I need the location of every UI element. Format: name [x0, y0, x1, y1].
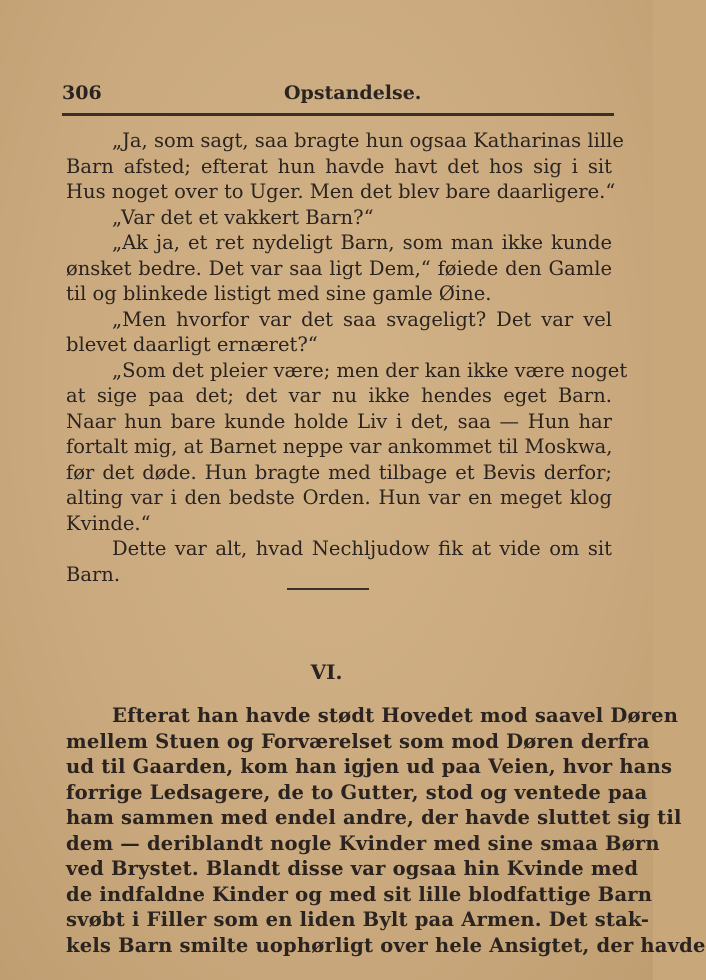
section-2-text	[66, 703, 706, 958]
text-line: „Som det pleier være; men der kan ikke være noget	[112, 358, 628, 382]
text-line: alting var i den bedste Orden. Hun var en meget klog	[66, 486, 612, 509]
text-line: til og blinkede listigt med sine gamle Øine.	[66, 282, 492, 305]
section-1-text	[66, 128, 628, 587]
text-line: mellem Stuen og Forværelset som mod Døren derfra	[66, 729, 650, 753]
text-line: Naar hun bare kunde holde Liv i det, saa — Hun har	[66, 409, 612, 433]
text-line: de indfaldne Kinder og med sit lille blodfattige Barn	[66, 882, 653, 906]
text-line: „Men hvorfor var det saa svageligt? Det var vel	[112, 307, 612, 331]
chapter-heading: VI.	[310, 660, 343, 684]
text-line: kels Barn smilte uophørligt over hele Ansigtet, der havde	[66, 933, 706, 957]
text-line: dem — deriblandt nogle Kvinder med sine smaa Børn	[66, 831, 660, 855]
text-line: svøbt i Filler som en liden Bylt paa Armen. Det stak-	[66, 908, 650, 931]
text-line: „Var det et vakkert Barn?“	[112, 205, 374, 229]
header-rule	[62, 113, 614, 116]
text-line: Dette var alt, hvad Nechljudow fik at vide om sit	[112, 537, 612, 560]
running-title: Opstandelse.	[284, 82, 422, 104]
text-line: Barn afsted; efterat hun havde havt det hos sig i sit	[66, 154, 612, 178]
text-line: ønsket bedre. Det var saa ligt Dem,“ føiede den Gamle	[66, 256, 612, 280]
section-divider	[287, 588, 369, 590]
text-line: ved Brystet. Blandt disse var ogsaa hin Kvinde med	[66, 857, 639, 880]
text-line: fortalt mig, at Barnet neppe var ankommet til Moskwa,	[66, 435, 613, 458]
text-line: ham sammen med endel andre, der havde sluttet sig til	[66, 806, 682, 829]
text-line: at sige paa det; det var nu ikke hendes eget Barn.	[66, 384, 612, 407]
text-line: „Ja, som sagt, saa bragte hun ogsaa Katharinas lille	[112, 129, 624, 152]
page-header	[62, 82, 603, 110]
page-number: 306	[62, 82, 102, 104]
text-line: „Ak ja, et ret nydeligt Barn, som man ikke kunde	[112, 231, 612, 254]
text-line: Hus noget over to Uger. Men det blev bare daarligere.“	[66, 180, 616, 203]
text-line: før det døde. Hun bragte med tilbage et Bevis derfor;	[66, 460, 612, 484]
text-line: ud til Gaarden, kom han igjen ud paa Veien, hvor hans	[66, 755, 673, 778]
text-line: Barn.	[66, 562, 121, 586]
text-line: forrige Ledsagere, de to Gutter, stod og ventede paa	[66, 780, 648, 804]
text-line: Kvinde.“	[66, 511, 151, 535]
text-line: blevet daarligt ernæret?“	[66, 333, 318, 356]
text-line: Efterat han havde stødt Hovedet mod saavel Døren	[112, 704, 679, 727]
